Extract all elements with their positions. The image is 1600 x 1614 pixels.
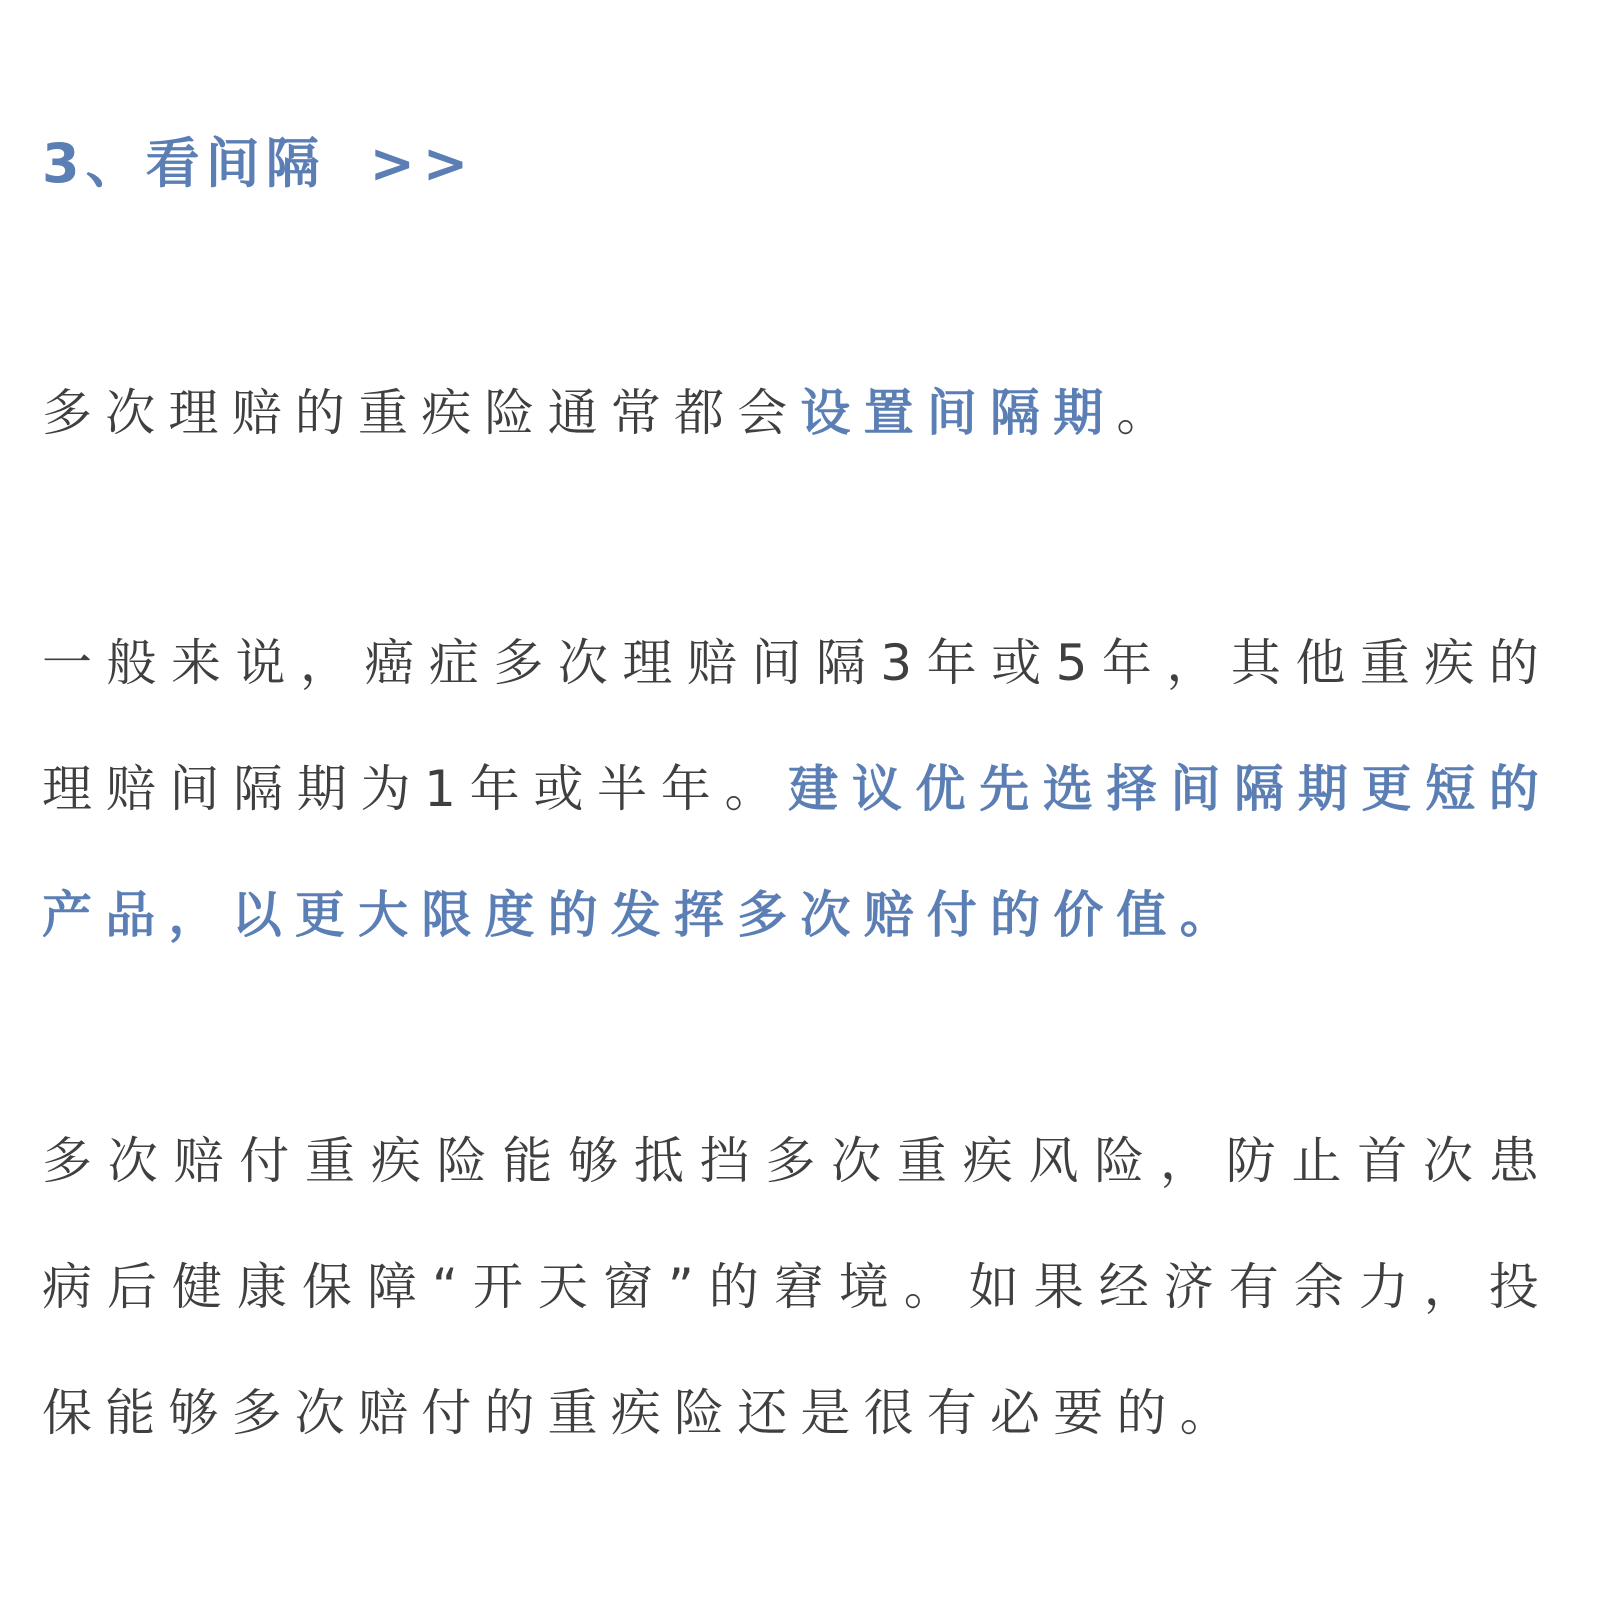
paragraph-interval-advice [42, 600, 1552, 978]
paragraph-tail: 。 [1116, 384, 1180, 442]
highlight-text: 设置间隔期 [800, 384, 1117, 442]
section-title: 3、看间隔 [42, 132, 326, 195]
paragraph-text: 多次理赔的重疾险通常都会 [42, 384, 801, 442]
section-heading [42, 128, 476, 200]
paragraph-interval-intro [42, 350, 1552, 476]
paragraph-conclusion [42, 1098, 1552, 1476]
section-arrows: >> [369, 132, 477, 195]
highlight-text: 建议优先选择间隔期更短的产品，以更大限度的发挥多次赔付的价值。 [42, 760, 1552, 944]
paragraph-text: 一般来说，癌症多次理赔间隔3年或5年，其他重疾的理赔间隔期为1年或半年。 [42, 634, 1552, 818]
paragraph-text: 多次赔付重疾险能够抵挡多次重疾风险，防止首次患病后健康保障“开天窗”的窘境。如果经济有余力，投保能够多次赔付的重疾险还是很有必要的。 [42, 1132, 1552, 1442]
